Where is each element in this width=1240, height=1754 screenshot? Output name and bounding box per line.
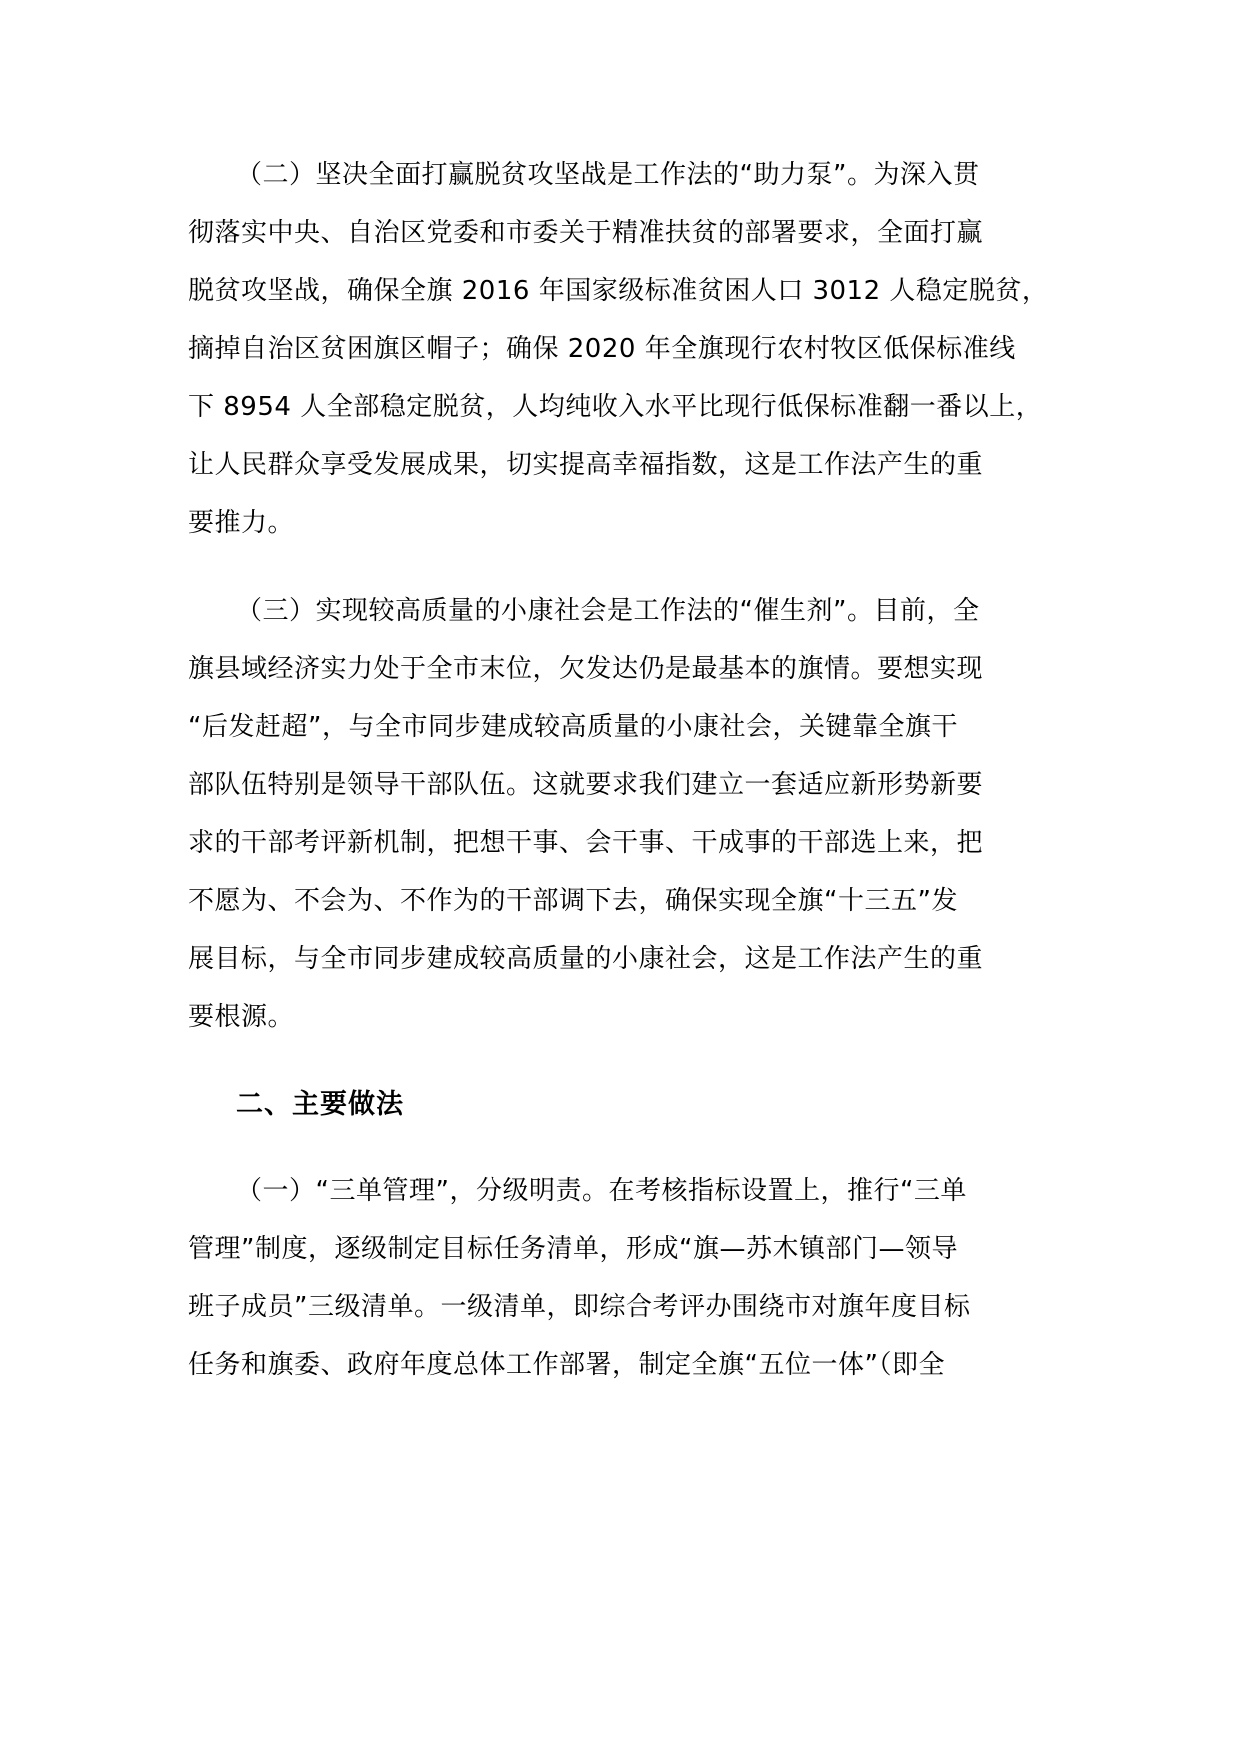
paragraph-line: 展目标，与全市同步建成较高质量的小康社会，这是工作法产生的重 [188,944,984,974]
paragraph-line: 彻落实中央、自治区党委和市委关于精准扶贫的部署要求，全面打赢 [188,218,984,248]
paragraph-line: 让人民群众享受发展成果，切实提高幸福指数，这是工作法产生的重 [188,450,984,480]
paragraph-line: 班子成员”三级清单。一级清单，即综合考评办围绕市对旗年度目标 [188,1292,971,1322]
paragraph-line: （二）坚决全面打赢脱贫攻坚战是工作法的“助力泵”。为深入贯 [236,160,980,190]
paragraph-line: （一）“三单管理”，分级明责。在考核指标设置上，推行“三单 [236,1176,967,1206]
paragraph-line: 要根源。 [188,1002,295,1032]
paragraph-line: （三）实现较高质量的小康社会是工作法的“催生剂”。目前，全 [236,596,980,626]
paragraph-line: 脱贫攻坚战，确保全旗 2016 年国家级标准贫困人口 3012 人稳定脱贫， [188,276,1049,306]
paragraph-line: 旗县域经济实力处于全市末位，欠发达仍是最基本的旗情。要想实现 [188,654,984,684]
paragraph-line: 管理”制度，逐级制定目标任务清单，形成“旗—苏木镇部门—领导 [188,1234,958,1264]
paragraph-line: 求的干部考评新机制，把想干事、会干事、干成事的干部选上来，把 [188,828,984,858]
paragraph-line: 摘掉自治区贫困旗区帽子；确保 2020 年全旗现行农村牧区低保标准线 [188,334,1016,364]
paragraph-line: 下 8954 人全部稳定脱贫，人均纯收入水平比现行低保标准翻一番以上， [188,392,1043,422]
paragraph-line: 不愿为、不会为、不作为的干部调下去，确保实现全旗“十三五”发 [188,886,958,916]
paragraph-line: “后发赶超”，与全市同步建成较高质量的小康社会，关键靠全旗干 [188,712,958,742]
paragraph-line: 要推力。 [188,508,295,538]
section-heading: 二、主要做法 [236,1089,404,1120]
paragraph-line: 部队伍特别是领导干部队伍。这就要求我们建立一套适应新形势新要 [188,770,984,800]
paragraph-line: 任务和旗委、政府年度总体工作部署，制定全旗“五位一体”（即全 [188,1350,945,1380]
